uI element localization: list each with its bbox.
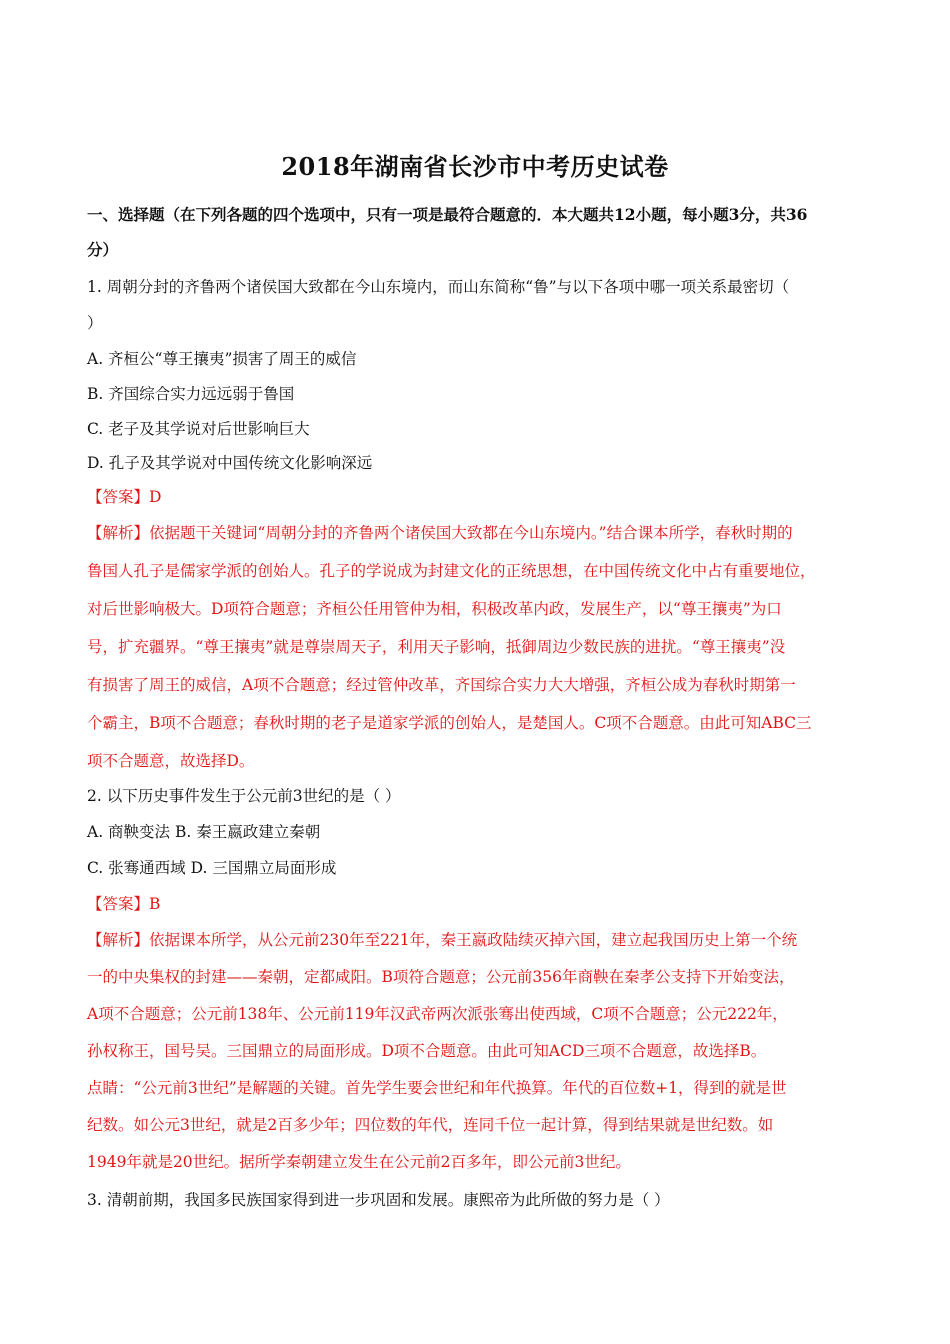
question-2-options-row: C. 张骞通西域 D. 三国鼎立局面形成 (87, 859, 337, 877)
question-2-tip-line: 纪数。如公元3世纪，就是2百多少年；四位数的年代，连同千位一起计算，得到结果就是世纪数。如 (87, 1116, 774, 1134)
question-2-options-row: A. 商鞅变法 B. 秦王嬴政建立秦朝 (87, 823, 321, 841)
question-3-stem: 3. 清朝前期，我国多民族国家得到进一步巩固和发展。康熙帝为此所做的努力是（ ） (87, 1191, 670, 1209)
question-1-option-c: C. 老子及其学说对后世影响巨大 (87, 420, 310, 438)
question-2-stem: 2. 以下历史事件发生于公元前3世纪的是（ ） (87, 787, 401, 805)
question-1-analysis-line: 【解析】依据题干关键词“周朝分封的齐鲁两个诸侯国大致都在今山东境内。”结合课本所学，春秋时期的 (87, 524, 793, 542)
question-2-analysis-line: 孙权称王，国号吴。三国鼎立的局面形成。D项不合题意。由此可知ACD三项不合题意，故选择B。 (87, 1042, 767, 1060)
question-1-option-a: A. 齐桓公“尊王攘夷”损害了周王的威信 (87, 350, 357, 368)
section-header-line: 一、选择题（在下列各题的四个选项中，只有一项是最符合题意的．本大题共12小题，每小题3分，共36 (87, 205, 808, 224)
question-2-tip-line: 1949年就是20世纪。据所学秦朝建立发生在公元前2百多年，即公元前3世纪。 (87, 1153, 631, 1171)
question-1-analysis-line: 鲁国人孔子是儒家学派的创始人。孔子的学说成为封建文化的正统思想，在中国传统文化中占有重要地位， (87, 562, 816, 580)
exam-title: 2018年湖南省长沙市中考历史试卷 (281, 152, 669, 181)
question-1-analysis-line: 项不合题意，故选择D。 (87, 752, 255, 770)
question-2-analysis-line: 一的中央集权的封建——秦朝，定都咸阳。B项符合题意；公元前356年商鞅在秦孝公支持下开始变法， (87, 968, 795, 986)
question-1-analysis-line: 有损害了周王的威信，A项不合题意；经过管仲改革，齐国综合实力大大增强，齐桓公成为春秋时期第一 (87, 676, 796, 694)
question-2-analysis-line: A项不合题意；公元前138年、公元前119年汉武帝两次派张骞出使西域，C项不合题意；公元222年， (87, 1005, 788, 1023)
question-2-tip-line: 点睛：“公元前3世纪”是解题的关键。首先学生要会世纪和年代换算。年代的百位数+1，得到的就是世 (87, 1079, 787, 1097)
section-header-line: 分） (87, 240, 119, 259)
question-1-analysis-line: 号，扩充疆界。“尊王攘夷”就是尊崇周天子，利用天子影响，抵御周边少数民族的进扰。“尊王攘夷”没 (87, 638, 786, 656)
question-1-option-b: B. 齐国综合实力远远弱于鲁国 (87, 385, 295, 403)
question-1-stem: 1. 周朝分封的齐鲁两个诸侯国大致都在今山东境内，而山东简称“鲁”与以下各项中哪一项关系最密切（ (87, 278, 790, 296)
question-1-answer: 【答案】D (87, 488, 162, 506)
question-2-analysis-line: 【解析】依据课本所学，从公元前230年至221年，秦王嬴政陆续灭掉六国，建立起我国历史上第一个统 (87, 931, 798, 949)
question-1-stem: ） (87, 314, 103, 332)
question-1-option-d: D. 孔子及其学说对中国传统文化影响深远 (87, 454, 373, 472)
question-2-answer: 【答案】B (87, 895, 161, 913)
question-1-analysis-line: 对后世影响极大。D项符合题意；齐桓公任用管仲为相，积极改革内政，发展生产，以“尊王攘夷”为口 (87, 600, 782, 618)
question-1-analysis-line: 个霸主，B项不合题意；春秋时期的老子是道家学派的创始人，是楚国人。C项不合题意。由此可知ABC三 (87, 714, 812, 732)
